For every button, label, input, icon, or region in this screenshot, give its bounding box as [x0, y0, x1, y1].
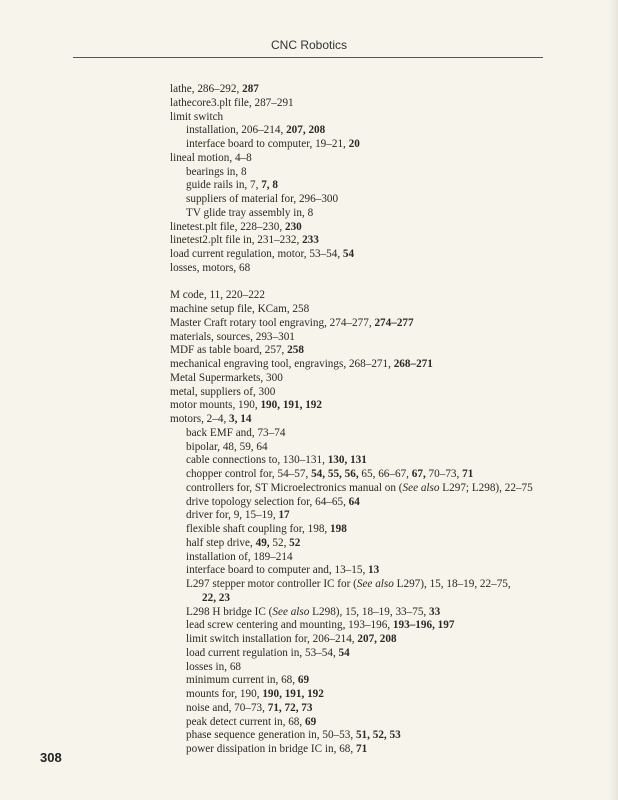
index-entry	[170, 317, 570, 331]
page-ref-bold: 193–196, 197	[392, 619, 455, 632]
page-ref-bold: 3, 14	[229, 413, 252, 425]
page-ref-bold: 64	[348, 495, 360, 508]
index-entry	[170, 399, 570, 413]
entry-text: suppliers of material for, 296–300	[186, 193, 339, 205]
see-also-text: See also	[356, 578, 394, 590]
page-ref-bold: 274–277	[374, 316, 414, 329]
entry-text: noise and, 70–73,	[186, 701, 268, 714]
index-subentry	[170, 468, 570, 482]
index-entry	[170, 303, 570, 317]
entry-text: MDF as table board, 257,	[170, 344, 288, 357]
page-ref-bold: 54	[342, 248, 355, 260]
entry-text: phase sequence generation in, 50–53,	[186, 729, 356, 742]
page-ref-bold: 190, 191, 192	[260, 399, 322, 412]
page-ref-bold: 207, 208	[357, 633, 397, 645]
page-ref-bold: 20	[348, 138, 360, 150]
page-ref-bold: 67,	[411, 468, 426, 480]
index-subentry	[170, 647, 570, 661]
index-entry	[170, 152, 570, 166]
index-entry	[170, 331, 570, 345]
entry-text: half step drive,	[186, 536, 256, 549]
entry-text: L297), 15, 18–19, 22–75,	[393, 578, 511, 590]
index-continuation	[170, 592, 570, 606]
index-entry	[170, 372, 570, 386]
entry-text: minimum current in, 68,	[186, 674, 298, 687]
entry-text: Metal Supermarkets, 300	[170, 371, 283, 384]
page-ref-bold: 54	[338, 646, 350, 659]
entry-text: 52,	[269, 536, 290, 549]
index-subentry	[170, 688, 570, 702]
index-entry	[170, 413, 570, 427]
entry-text: installation of, 189–214	[186, 550, 293, 563]
entry-text: interface board to computer and, 13–15,	[186, 564, 369, 577]
page-ref-bold: 198	[330, 523, 347, 535]
index-entry	[170, 111, 570, 125]
entry-text: installation, 206–214,	[186, 124, 287, 137]
index-subentry	[170, 138, 570, 152]
index-entry	[170, 262, 570, 276]
entry-text: 65, 66–67,	[358, 468, 412, 480]
index-entry	[170, 344, 570, 358]
page-ref-bold: 51, 52, 53	[355, 729, 401, 742]
index-subentry	[170, 619, 570, 633]
index-subentry	[170, 509, 570, 523]
entry-text: load current regulation, motor, 53–54,	[170, 248, 343, 260]
page-ref-bold: 71	[355, 743, 368, 755]
entry-text: drive topology selection for, 64–65,	[186, 495, 349, 508]
entry-text: materials, sources, 293–301	[170, 330, 295, 343]
index-subentry	[170, 564, 570, 578]
entry-text: lathecore3.plt file, 287–291	[170, 96, 294, 109]
entry-text: lathe, 286–292,	[170, 83, 243, 95]
index-subentry	[170, 441, 570, 455]
entry-text: load current regulation in, 53–54,	[186, 646, 339, 659]
page-ref-bold: 49,	[255, 536, 270, 549]
index-subentry	[170, 179, 570, 193]
running-header: CNC Robotics	[270, 38, 348, 52]
entry-text: interface board to computer, 19–21,	[186, 138, 349, 150]
entry-text: mechanical engraving tool, engravings, 268–271,	[170, 358, 394, 370]
entry-text: mounts for, 190,	[186, 688, 263, 700]
entry-text: TV glide tray assembly in, 8	[186, 206, 314, 219]
index-subentry	[170, 729, 570, 743]
entry-text: L297 stepper motor controller IC for (	[186, 578, 357, 590]
page-ref-bold: 22, 23	[202, 591, 230, 604]
entry-text: guide rails in, 7,	[186, 179, 262, 192]
index-subentry	[170, 606, 570, 620]
entry-text: limit switch installation for, 206–214,	[186, 633, 358, 645]
index-subentry	[170, 702, 570, 716]
page-ref-bold: 13	[368, 564, 380, 577]
index-subentry	[170, 661, 570, 675]
entry-text: lineal motion, 4–8	[170, 151, 252, 164]
entry-text: losses in, 68	[186, 660, 242, 673]
index-subentry	[170, 633, 570, 647]
page-ref-bold: 130, 131	[327, 454, 367, 467]
index-subentry	[170, 207, 570, 221]
entry-text: cable connections to, 130–131,	[186, 454, 328, 467]
page-ref-bold: 69	[297, 674, 310, 687]
entry-text: controllers for, ST Microelectronics manual on (	[186, 481, 403, 494]
see-also-text: See also	[402, 481, 440, 494]
index-letter-gap	[170, 276, 570, 290]
entry-text: L298 H bridge IC (	[186, 605, 273, 618]
header-rule	[73, 57, 543, 58]
page-ref-bold: 17	[278, 509, 290, 522]
entry-text: back EMF and, 73–74	[186, 426, 286, 439]
page-ref-bold: 207, 208	[286, 124, 326, 137]
entry-text: peak detect current in, 68,	[186, 715, 305, 728]
index-entry	[170, 289, 570, 303]
page-ref-bold: 268–271	[393, 358, 433, 370]
entry-text: bipolar, 48, 59, 64	[186, 440, 268, 453]
entry-text: power dissipation in bridge IC in, 68,	[186, 743, 356, 755]
page-ref-bold: 287	[242, 83, 259, 95]
page-ref-bold: 71, 72, 73	[267, 701, 313, 714]
index-subentry	[170, 578, 570, 592]
entry-text: flexible shaft coupling for, 198,	[186, 523, 331, 535]
page-ref-bold: 33	[429, 605, 441, 618]
entry-text: metal, suppliers of, 300	[170, 385, 276, 398]
index-entry	[170, 221, 570, 235]
page-ref-bold: 52	[289, 536, 301, 549]
index-subentry	[170, 482, 570, 496]
entry-text: motor mounts, 190,	[170, 399, 261, 412]
index-subentry	[170, 166, 570, 180]
entry-text: L297; L298), 22–75	[439, 481, 533, 494]
entry-text: chopper control for, 54–57,	[186, 468, 312, 480]
index-subentry	[170, 537, 570, 551]
index-subentry	[170, 124, 570, 138]
index-subentry	[170, 716, 570, 730]
entry-text: L298), 15, 18–19, 33–75,	[309, 605, 430, 618]
index-entry	[170, 97, 570, 111]
index-entry	[170, 234, 570, 248]
index-subentry	[170, 193, 570, 207]
see-also-text: See also	[272, 605, 310, 618]
index-subentry	[170, 454, 570, 468]
entry-text: Master Craft rotary tool engraving, 274–277,	[170, 316, 375, 329]
page-ref-bold: 69	[304, 715, 317, 728]
page-edge-shadow	[608, 0, 618, 800]
page-ref-bold: 258	[287, 344, 304, 357]
entry-text: machine setup file, KCam, 258	[170, 303, 310, 315]
entry-text: motors, 2–4,	[170, 413, 230, 425]
index-subentry	[170, 427, 570, 441]
entry-text: 70–73,	[425, 468, 463, 480]
index-subentry	[170, 743, 570, 757]
index-entry	[170, 358, 570, 372]
entry-text: M code, 11, 220–222	[170, 289, 265, 302]
page-ref-bold: 190, 191, 192	[262, 688, 324, 700]
page-ref-bold: 54, 55, 56,	[311, 468, 359, 480]
page-number: 308	[40, 750, 62, 765]
page-ref-bold: 233	[302, 234, 319, 247]
entry-text: losses, motors, 68	[170, 261, 251, 274]
index-list	[170, 83, 570, 757]
entry-text: linetest2.plt file in, 231–232,	[170, 234, 303, 247]
entry-text: driver for, 9, 15–19,	[186, 509, 279, 522]
page-ref-bold: 71	[462, 468, 474, 480]
index-subentry	[170, 551, 570, 565]
index-entry	[170, 83, 570, 97]
index-entry	[170, 386, 570, 400]
index-subentry	[170, 496, 570, 510]
index-subentry	[170, 523, 570, 537]
index-subentry	[170, 674, 570, 688]
entry-text: linetest.plt file, 228–230,	[170, 220, 285, 233]
page-ref-bold: 7, 8	[261, 179, 278, 192]
entry-text: lead screw centering and mounting, 193–196,	[186, 619, 393, 632]
page-ref-bold: 230	[284, 220, 302, 233]
entry-text: bearings in, 8	[186, 165, 247, 178]
index-entry	[170, 248, 570, 262]
entry-text: limit switch	[170, 110, 224, 123]
